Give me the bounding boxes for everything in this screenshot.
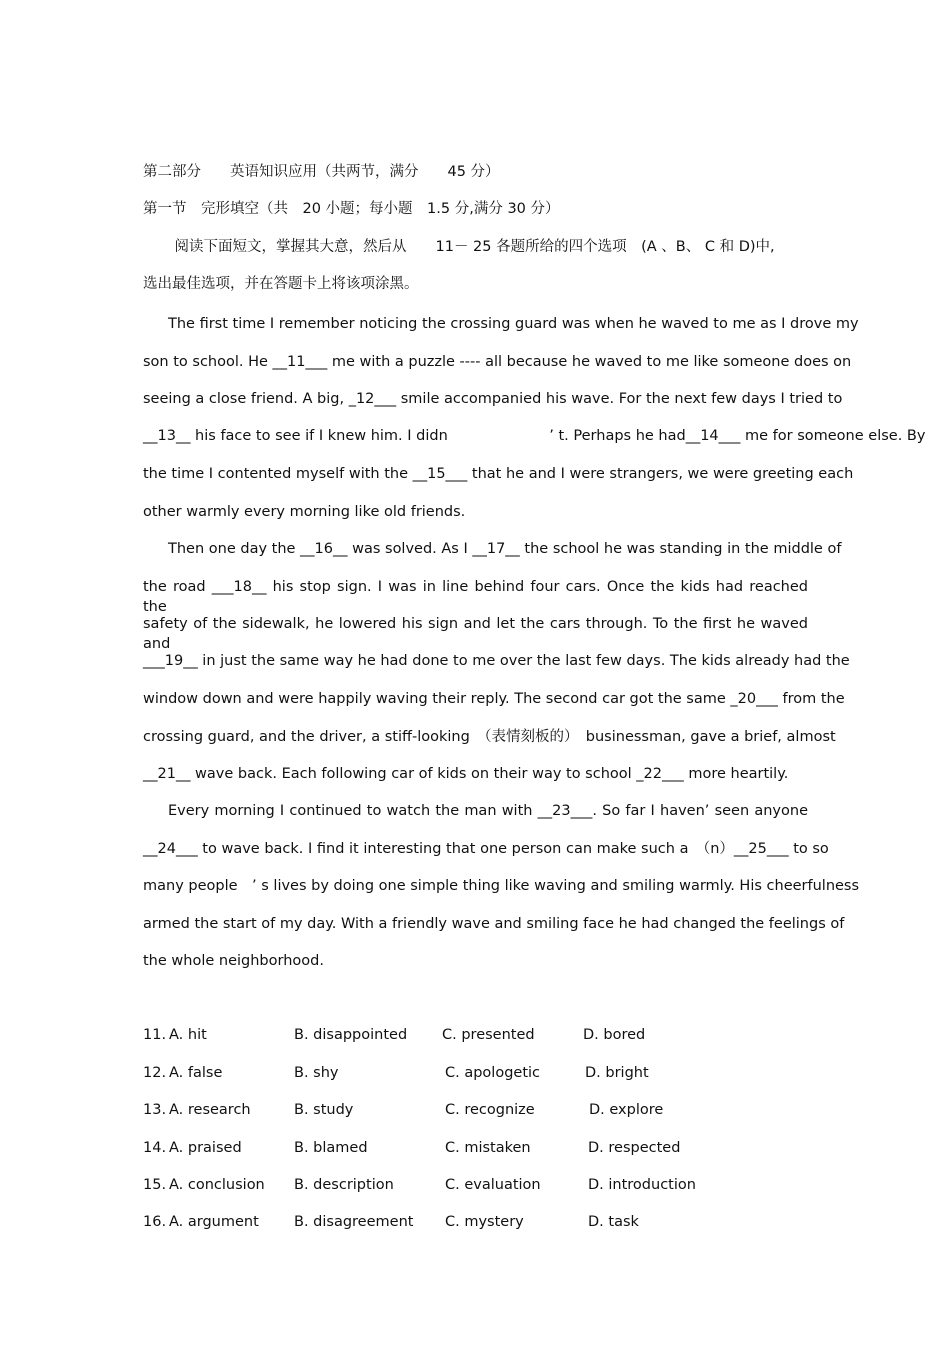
passage-line: __24___ to wave back. I find it interesting that one person can make such a （n）__25___ to so	[143, 841, 829, 857]
question-number: 13.	[143, 1102, 167, 1118]
passage-line: safety of the sidewalk, he lowered his sign and let the cars through. To the first he waved and	[143, 616, 808, 652]
option-b: B. disagreement	[294, 1214, 414, 1230]
passage-line: The first time I remember noticing the crossing guard was when he waved to me as I drove my	[168, 316, 859, 332]
question-number: 16.	[143, 1214, 167, 1230]
option-b: B. study	[294, 1102, 354, 1118]
question-number: 14.	[143, 1140, 167, 1156]
passage-line: __13__ his face to see if I knew him. I didn ’ t. Perhaps he had__14___ me for someone else. By	[143, 428, 926, 444]
option-b: B. shy	[294, 1065, 339, 1081]
passage-line: armed the start of my day. With a friendly wave and smiling face he had changed the feelings of	[143, 916, 845, 932]
option-c: C. apologetic	[445, 1065, 541, 1081]
passage-line: the whole neighborhood.	[143, 953, 324, 969]
option-a: A. research	[169, 1102, 251, 1118]
option-c: C. mistaken	[445, 1140, 531, 1156]
option-c: C. recognize	[445, 1102, 535, 1118]
passage-line: Every morning I continued to watch the man with __23___. So far I haven’ seen anyone	[168, 803, 808, 819]
question-number: 15.	[143, 1177, 167, 1193]
question-number: 12.	[143, 1065, 167, 1081]
passage-line: __21__ wave back. Each following car of kids on their way to school _22___ more heartily.	[143, 766, 789, 782]
instructions-line-1: 阅读下面短文，掌握其大意，然后从 11－ 25 各题所给的四个选项 (A 、B、 C 和 D)中,	[160, 239, 775, 255]
option-d: D. explore	[589, 1102, 664, 1118]
option-d: D. bright	[585, 1065, 649, 1081]
passage-line: crossing guard, and the driver, a stiff-looking （表情刻板的） businessman, gave a brief, almost	[143, 729, 836, 745]
passage-line: the time I contented myself with the __15___ that he and I were strangers, we were greeting each	[143, 466, 854, 482]
option-b: B. disappointed	[294, 1027, 408, 1043]
option-a: A. conclusion	[169, 1177, 265, 1193]
option-a: A. false	[169, 1065, 223, 1081]
passage-line: many people ’ s lives by doing one simple thing like waving and smiling warmly. His cheerfulness	[143, 878, 860, 894]
question-number: 11.	[143, 1027, 167, 1043]
option-d: D. bored	[583, 1027, 646, 1043]
option-d: D. introduction	[588, 1177, 696, 1193]
option-a: A. hit	[169, 1027, 207, 1043]
option-b: B. description	[294, 1177, 394, 1193]
passage-line: the road ___18__ his stop sign. I was in line behind four cars. Once the kids had reached the	[143, 579, 808, 615]
option-d: D. task	[588, 1214, 639, 1230]
option-c: C. presented	[442, 1027, 535, 1043]
subsection-heading: 第一节 完形填空（共 20 小题；每小题 1.5 分,满分 30 分）	[143, 201, 560, 217]
option-c: C. evaluation	[445, 1177, 541, 1193]
option-c: C. mystery	[445, 1214, 524, 1230]
passage-line: Then one day the __16__ was solved. As I __17__ the school he was standing in the middle of	[168, 541, 842, 557]
passage-line: son to school. He __11___ me with a puzzle ---- all because he waved to me like someone does on	[143, 354, 852, 370]
option-d: D. respected	[588, 1140, 681, 1156]
option-b: B. blamed	[294, 1140, 368, 1156]
option-a: A. praised	[169, 1140, 242, 1156]
passage-line: other warmly every morning like old friends.	[143, 504, 466, 520]
instructions-line-2: 选出最佳选项，并在答题卡上将该项涂黑。	[143, 276, 419, 292]
passage-line: seeing a close friend. A big, _12___ smile accompanied his wave. For the next few days I tried to	[143, 391, 843, 407]
passage-line: window down and were happily waving their reply. The second car got the same _20___ from the	[143, 691, 845, 707]
section-heading: 第二部分 英语知识应用（共两节，满分 45 分）	[143, 164, 500, 180]
passage-line: ___19__ in just the same way he had done to me over the last few days. The kids already had the	[143, 653, 850, 669]
option-a: A. argument	[169, 1214, 259, 1230]
